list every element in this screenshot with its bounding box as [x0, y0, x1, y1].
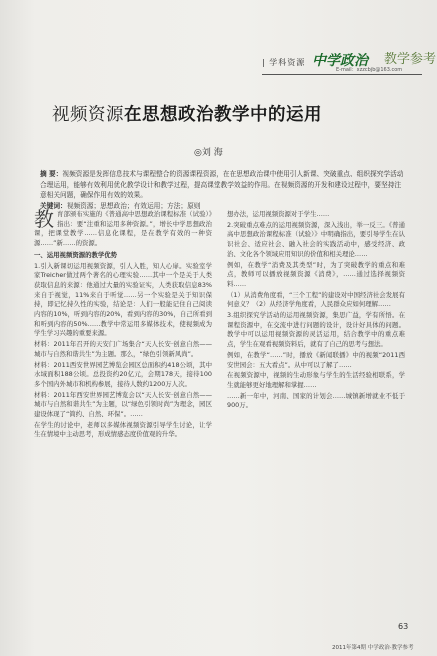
journal-logo: 中学政治	[312, 53, 368, 69]
right-para-6: 在视频资源中，视频的生动形象与学生的生活经验相联系，学生就能够更好地理解和掌握……	[227, 371, 405, 389]
right-para-7: ……新一年中，河南、国家的计划会……城镇新增就业不低于900万。	[227, 391, 405, 410]
right-para-2: 例如，在教学“消费及其类型”时，为了突破教学的重点和难点，教师可以播放视频资源《消费》，……通过选择视频资料……	[227, 260, 405, 288]
left-para-0: 教育部颁布实施的《普通高中思想政治课程标准（试验）》指出：要“注重和运用多种资源。”，增长中学思想政治课，把课堂教学……信息化课程，是在教学有效的一种资源……”新……的资源。	[34, 207, 212, 248]
section-heading: 一、运用视频资源的教学优势	[34, 250, 118, 259]
journal-email: E-mail：xzzcbjb@163.com	[336, 67, 403, 73]
right-para-3: （1）从消费角度看，“三个工程”的建设对中国经济社会发展有何意义？（2）从经济学角度看，人民群众应如何理解……	[227, 290, 405, 309]
left-para-5: 材料：2011年西安世界园艺博览会以“天人长安·创意自然——城市与自然和谐共生”为主题，以“绿色引领时尚”为理念，园区建设体现了“简约、自然、环保”。……	[34, 390, 212, 419]
article-author: ◎刘 海	[194, 148, 223, 158]
left-para-3: 材料：2011年召开的天安门广场集合“天人长安·创意自然——城市与自然和谐共生”为主题。那么，“绿色引领新风尚”。	[34, 340, 212, 358]
keywords-text: 视频资源；思想政治；有效运用；方法；原则	[66, 201, 201, 210]
left-para-6: 在学生的讨论中，老师以多媒体视频资源引导学生讨论，让学生在情境中主动思考，形成情感态度价值观的升华。	[34, 420, 212, 439]
keywords-label: 关键词：	[40, 201, 67, 210]
right-para-1: 2.突破重点难点的运用视频资源，深入浅出，举一反三。《普通高中思想政治课程标准（试验）》中明确指出，要引导学生在认识社会、适应社会、融入社会的实践活动中，感受经济、政治、文化各个领域应用知识的价值和相关理论……	[227, 220, 405, 258]
title-emphasis: 在思想政治教学中的运用	[124, 105, 322, 125]
right-para-0: 想办法，运用视频资源对于学生……	[227, 210, 330, 218]
right-para-4: 3.组织探究学活动的运用视频资源，集思广益，学有所悟。在课程资源中，在交流中进行问题的设计，设计好具体的问题。教学中可以运用视频资源的灵活运用，结合教学中的重点难点，学生在观看视频资料后，就有了自己的思考与想法。	[227, 311, 405, 349]
right-para-5: 例如，在教学“……”时，播放《新闻联播》中的视频“2011西安世园会：五大看点”。从中可以了解了……	[227, 350, 405, 369]
header-rule	[262, 74, 422, 75]
column-tag: | 学科资源	[262, 58, 306, 67]
left-column	[34, 207, 212, 441]
title-plain: 视频资源	[52, 105, 124, 125]
right-column	[227, 210, 405, 412]
journal-logo-sub: 教学参考	[384, 52, 437, 67]
left-para-4: 材料：2011西安世界园艺博览会园区总面积约418公顷，其中水域面积188公顷。总投资约20亿元，会期178天，接待100多个国内外城市和机构参展，接待人数约1200万人次。	[34, 360, 212, 388]
page-footer: 2011年第4期 中学政治·教学参考	[332, 645, 414, 651]
abstract-label: 摘 要：	[40, 170, 63, 178]
left-para-2: 1.引入新课切运用视频资源，引人入胜，知人心扉。实验室学家Treicher做过两个著名的心理实验……其中一个是关于人类获取信息的来源：他通过大量的实验证实，人类获取信息83%来自于视觉，11%来自于听觉……另一个实验是关于知识保持，即记忆持久性的实验，结论是：人们一般能记住自己阅读内容的10%，听到内容的20%，看到内容的30%，自己所看到和听到内容的50%……教学中常运用多媒体技术，使视频成为学生学习兴趣的重要来源。	[34, 261, 212, 338]
article-title	[52, 101, 322, 126]
abstract-block	[40, 169, 405, 211]
abstract-text: 视频资源是发挥信息技术与课程整合的资源课程资源，在在思想政治课中使用引人新课、突破重点、组织探究学活动合理运用，能够有效利用优化教学设计和教学过程，提高课堂教学效益的作用。在视频资源的开发和建设过程中，要坚持注意相关问题，确保作用有效的效果。	[40, 170, 404, 200]
page-number: 63	[398, 622, 409, 631]
drop-cap: 教	[34, 207, 54, 231]
